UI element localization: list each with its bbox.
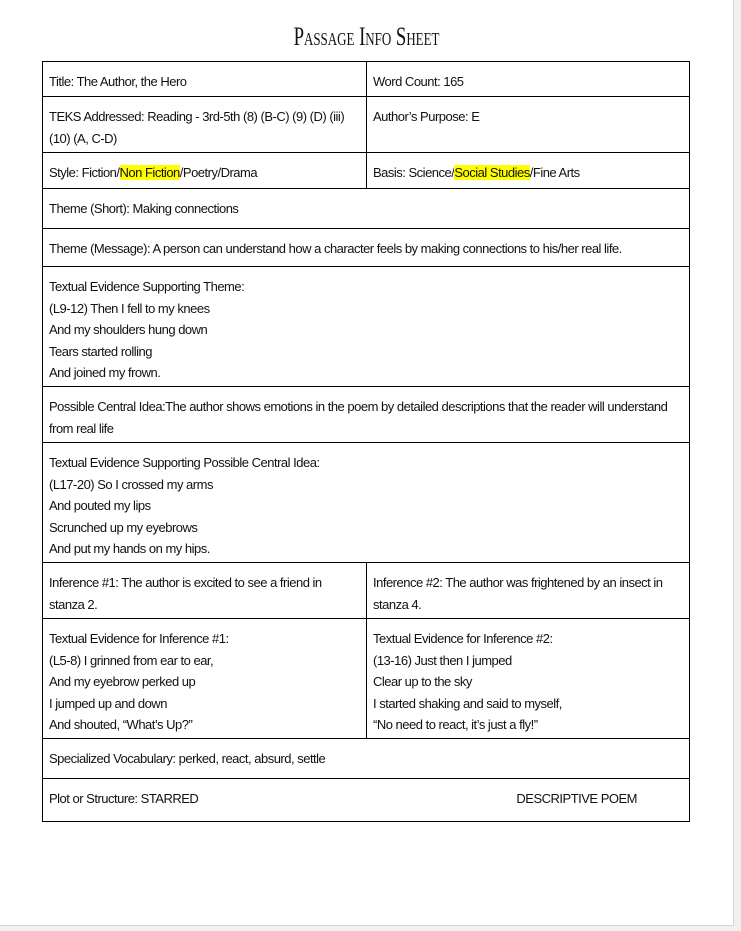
theme-short-cell: Theme (Short): Making connections — [43, 189, 690, 229]
text-line: And joined my frown. — [49, 365, 161, 380]
text-line: Textual Evidence Supporting Possible Central Idea: — [49, 455, 320, 470]
text-line: Tears started rolling — [49, 343, 152, 359]
text-line: “No need to react, it’s just a fly!” — [373, 717, 538, 732]
text-line: I jumped up and down — [49, 695, 167, 711]
text-line: (L5-8) I grinned from ear to ear, — [49, 652, 214, 668]
text-line: Textual Evidence for Inference #1: — [49, 631, 229, 646]
basis-highlight: Social Studies — [454, 165, 530, 180]
passage-info-table — [42, 61, 690, 822]
text-line: Scrunched up my eyebrows — [49, 519, 198, 535]
table-row — [43, 97, 690, 153]
table-row — [43, 189, 690, 229]
plot-label: Plot or Structure: STARRED — [49, 791, 199, 806]
theme-evidence-cell — [43, 267, 690, 387]
text-line: Clear up to the sky — [373, 674, 472, 689]
word-count-cell: Word Count: 165 — [367, 62, 690, 97]
text-line: (L17-20) So I crossed my arms — [49, 476, 213, 492]
text-line: Textual Evidence for Inference #2: — [373, 631, 553, 646]
table-row — [43, 443, 690, 563]
evidence-1-cell — [43, 619, 367, 739]
text-line: (L9-12) Then I fell to my knees — [49, 300, 210, 316]
table-row — [43, 739, 690, 779]
basis-cell — [367, 153, 690, 189]
style-suffix: /Poetry/Drama — [179, 165, 258, 180]
inference-2-cell: Inference #2: The author was frightened by an insect in stanza 4. — [367, 563, 690, 619]
table-row — [43, 619, 690, 739]
text-line: And pouted my lips — [49, 498, 151, 513]
text-line: And put my hands on my hips. — [49, 541, 210, 556]
table-row — [43, 229, 690, 267]
table-row — [43, 153, 690, 189]
teks-cell: TEKS Addressed: Reading - 3rd-5th (8) (B-C) (9) (D) (iii) (10) (A, C-D) — [43, 97, 367, 153]
text-line: And my shoulders hung down — [49, 322, 208, 337]
text-line: And my eyebrow perked up — [49, 674, 196, 689]
basis-suffix: /Fine Arts — [529, 165, 580, 180]
plot-cell — [43, 779, 690, 822]
basis-prefix: Basis: Science/ — [373, 165, 455, 180]
title-cell: Title: The Author, the Hero — [43, 62, 367, 97]
text-line: (13-16) Just then I jumped — [373, 652, 512, 668]
vocabulary-cell: Specialized Vocabulary: perked, react, absurd, settle — [43, 739, 690, 779]
text-line: I started shaking and said to myself, — [373, 695, 562, 711]
inference-1-cell: Inference #1: The author is excited to see a friend in stanza 2. — [43, 563, 367, 619]
page-title: Passage Info Sheet — [293, 22, 440, 51]
central-evidence-cell — [43, 443, 690, 563]
text-line: Textual Evidence Supporting Theme: — [49, 279, 245, 294]
purpose-cell: Author’s Purpose: E — [367, 97, 690, 153]
style-highlight: Non Fiction — [119, 165, 180, 180]
theme-message-cell: Theme (Message): A person can understand how a character feels by making connections to his/her real life. — [43, 229, 690, 267]
style-cell — [43, 153, 367, 189]
table-row — [43, 779, 690, 822]
central-idea-cell: Possible Central Idea:The author shows emotions in the poem by detailed descriptions that the reader will understand from real life — [43, 387, 690, 443]
table-row — [43, 387, 690, 443]
table-row — [43, 62, 690, 97]
table-row — [43, 267, 690, 387]
style-prefix: Style: Fiction/ — [49, 165, 120, 180]
text-line: And shouted, “What’s Up?” — [49, 717, 193, 732]
table-row — [43, 563, 690, 619]
evidence-2-cell — [367, 619, 690, 739]
plot-type: DESCRIPTIVE POEM — [516, 791, 637, 806]
